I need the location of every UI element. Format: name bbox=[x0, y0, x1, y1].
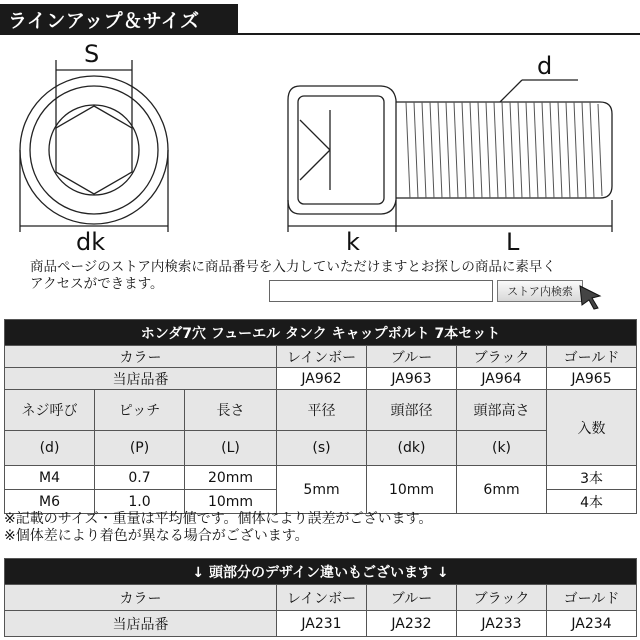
symbol-s: (s) bbox=[277, 431, 367, 466]
variant-part-number-label: 当店品番 bbox=[5, 611, 277, 637]
bolt-socket-circle bbox=[49, 105, 139, 195]
header-quantity: 入数 bbox=[547, 390, 637, 466]
header-thread: ネジ呼び bbox=[5, 390, 95, 431]
head-height-value: 6mm bbox=[457, 466, 547, 514]
bolt-head-side bbox=[288, 86, 396, 214]
variant-part-number-black: JA233 bbox=[457, 611, 547, 637]
dim-label-s: S bbox=[84, 40, 100, 68]
variant-color-blue: ブルー bbox=[367, 585, 457, 611]
section-title: ラインアップ＆サイズ bbox=[8, 10, 200, 32]
variant-part-number-gold: JA234 bbox=[547, 611, 637, 637]
part-number-label: 当店品番 bbox=[5, 368, 277, 390]
spec-table-title: ホンダ7穴 フューエル タンク キャップボルト 7本セット bbox=[5, 320, 637, 346]
row2-length: 10mm bbox=[185, 490, 277, 514]
spec-header-row bbox=[5, 390, 637, 431]
color-row bbox=[5, 346, 637, 368]
variant-color-gold: ゴールド bbox=[547, 585, 637, 611]
row2-quantity: 4本 bbox=[547, 490, 637, 514]
color-gold: ゴールド bbox=[547, 346, 637, 368]
part-number-black: JA964 bbox=[457, 368, 547, 390]
variant-color-label: カラー bbox=[5, 585, 277, 611]
dim-label-L: L bbox=[506, 228, 520, 256]
dim-label-d: d bbox=[537, 52, 553, 80]
part-number-gold: JA965 bbox=[547, 368, 637, 390]
variant-part-number-rainbow: JA231 bbox=[277, 611, 367, 637]
section-header bbox=[0, 4, 238, 34]
variant-table bbox=[4, 558, 637, 637]
variant-part-number-blue: JA232 bbox=[367, 611, 457, 637]
store-search-button[interactable]: ストア内検索 bbox=[497, 280, 583, 302]
header-head-height: 頭部高さ bbox=[457, 390, 547, 431]
symbol-k: (k) bbox=[457, 431, 547, 466]
part-number-rainbow: JA962 bbox=[277, 368, 367, 390]
row2-thread: M6 bbox=[5, 490, 95, 514]
variant-color-rainbow: レインボー bbox=[277, 585, 367, 611]
variant-part-number-row bbox=[5, 611, 637, 637]
color-rainbow: レインボー bbox=[277, 346, 367, 368]
color-blue: ブルー bbox=[367, 346, 457, 368]
row2-pitch: 1.0 bbox=[95, 490, 185, 514]
store-search-info-line1: 商品ページのストア内検索に商品番号を入力していただけますとお探しの商品に素早く bbox=[30, 259, 556, 275]
spec-table-title-row bbox=[5, 320, 637, 346]
bolt-thread-lines bbox=[406, 102, 602, 198]
store-search-info-line2: アクセスができます。 bbox=[30, 276, 164, 292]
table-row bbox=[5, 466, 637, 490]
symbol-p: (P) bbox=[95, 431, 185, 466]
row1-length: 20mm bbox=[185, 466, 277, 490]
head-diameter-value: 10mm bbox=[367, 466, 457, 514]
dim-label-dk: dk bbox=[76, 228, 106, 256]
header-flat-diameter: 平径 bbox=[277, 390, 367, 431]
header-divider bbox=[0, 33, 640, 35]
variant-color-row bbox=[5, 585, 637, 611]
color-label: カラー bbox=[5, 346, 277, 368]
header-length: 長さ bbox=[185, 390, 277, 431]
row1-pitch: 0.7 bbox=[95, 466, 185, 490]
flat-diameter-value: 5mm bbox=[277, 466, 367, 514]
store-search-input[interactable] bbox=[269, 280, 493, 302]
cursor-arrow-icon bbox=[578, 284, 606, 310]
bolt-head-outer-circle bbox=[20, 76, 168, 224]
header-pitch: ピッチ bbox=[95, 390, 185, 431]
color-black: ブラック bbox=[457, 346, 547, 368]
note-color: ※個体差により着色が異なる場合がございます。 bbox=[4, 528, 309, 544]
part-number-blue: JA963 bbox=[367, 368, 457, 390]
row1-quantity: 3本 bbox=[547, 466, 637, 490]
hex-socket-icon bbox=[56, 106, 132, 194]
symbol-dk: (dk) bbox=[367, 431, 457, 466]
variant-table-title-row bbox=[5, 559, 637, 585]
symbol-l: (L) bbox=[185, 431, 277, 466]
row1-thread: M4 bbox=[5, 466, 95, 490]
notes bbox=[4, 511, 432, 545]
note-size: ※記載のサイズ・重量は平均値です。個体により誤差がございます。 bbox=[4, 511, 433, 527]
variant-table-title: ↓ 頭部分のデザイン違いもございます ↓ bbox=[5, 559, 637, 585]
symbol-d: (d) bbox=[5, 431, 95, 466]
spec-symbol-row bbox=[5, 431, 637, 466]
spec-table bbox=[4, 319, 637, 514]
variant-color-black: ブラック bbox=[457, 585, 547, 611]
header-head-diameter: 頭部径 bbox=[367, 390, 457, 431]
dim-label-k: k bbox=[346, 228, 360, 256]
part-number-row bbox=[5, 368, 637, 390]
